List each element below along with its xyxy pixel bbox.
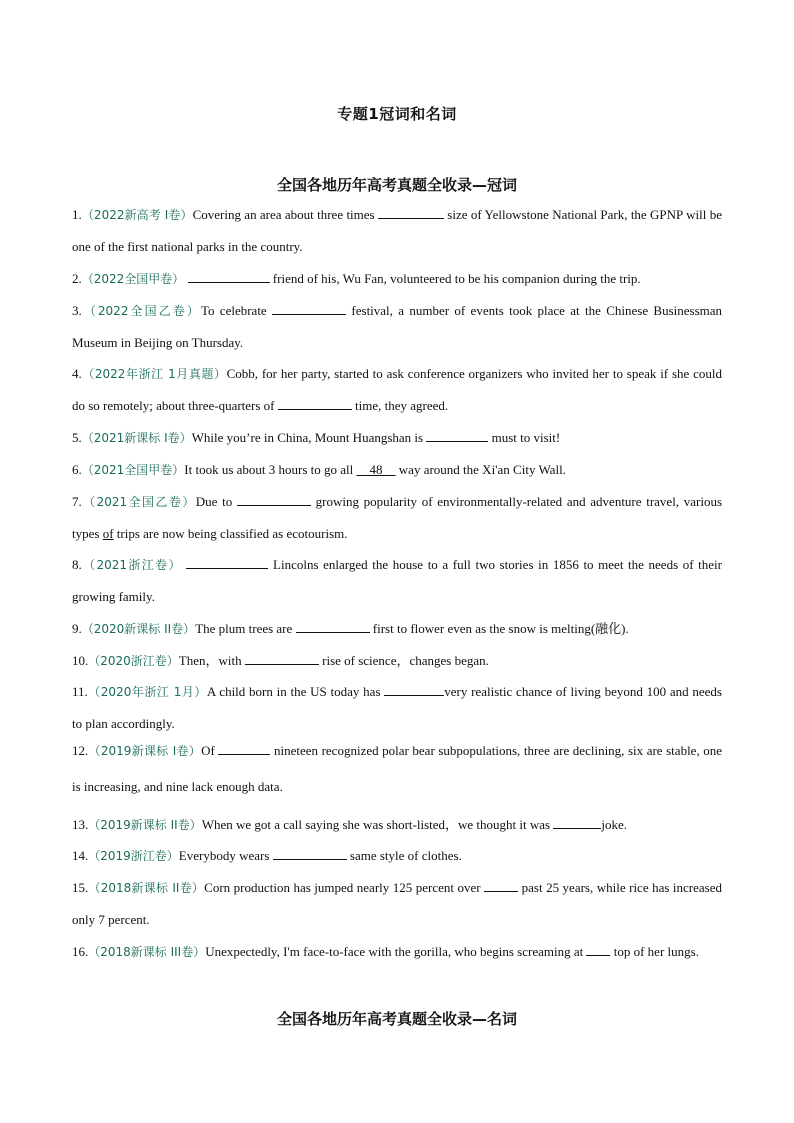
answer-blank[interactable] — [218, 742, 270, 755]
question-10: 10.（2020浙江卷）Then，with rise of science，changes began. — [72, 653, 489, 668]
question-2: 2.（2022全国甲卷） friend of his, Wu Fan, volunteered to be his companion during the trip. — [72, 271, 641, 286]
question-11: 11.（2020年浙江 1月）A child born in the US today has very realistic chance of living beyond 100 and needs to plan accordingly. — [72, 684, 722, 731]
question-14: 14.（2019浙江卷）Everybody wears same style of clothes. — [72, 848, 462, 863]
question-source: （2022全国乙卷） — [81, 304, 201, 318]
question-source: （2019新课标 I卷） — [88, 744, 202, 758]
section-title-nouns: 全国各地历年高考真题全收录—名词 — [276, 1010, 517, 1028]
question-source: （2020年浙江 1月） — [87, 685, 207, 699]
filled-answer: 48 — [369, 462, 383, 477]
answer-blank[interactable] — [186, 556, 268, 569]
answer-blank[interactable] — [296, 620, 370, 633]
question-source: （2021全国甲卷） — [81, 463, 185, 477]
question-12: 12.（2019新课标 I卷）Of nineteen recognized polar bear subpopulations, three are declining, six are stable, one is increasing, and nine lack enough data. — [72, 743, 723, 794]
answer-blank[interactable] — [272, 302, 346, 315]
question-3: 3.（2022全国乙卷）To celebrate festival, a number of events took place at the Chinese Businessman Museum in Beijing on Thursday. — [72, 303, 723, 350]
question-source: （2020浙江卷） — [88, 654, 179, 668]
question-6: 6.（2021全国甲卷）It took us about 3 hours to go all 48 way around the Xi'an City Wall. — [72, 462, 566, 477]
answer-blank[interactable] — [426, 429, 488, 442]
question-source: （2022年浙江 1月真题） — [81, 367, 227, 381]
question-source: （2022全国甲卷） — [81, 272, 185, 286]
question-9: 9.（2020新课标 II卷）The plum trees are first to flower even as the snow is melting(融化). — [72, 621, 629, 636]
question-5: 5.（2021新课标 I卷）While you’re in China, Mount Huangshan is must to visit! — [72, 430, 561, 445]
answer-blank[interactable] — [484, 879, 518, 892]
question-source: （2021新课标 I卷） — [81, 431, 192, 445]
question-source: （2021全国乙卷） — [81, 495, 196, 509]
question-4: 4.（2022年浙江 1月真题）Cobb, for her party, started to ask conference organizers who invited her to speak if she could do so remotely; about three-quarters of time, they agreed. — [72, 366, 722, 413]
question-15: 15.（2018新课标 II卷）Corn production has jumped nearly 125 percent over past 25 years, while rice has increased only 7 percent. — [72, 880, 722, 927]
answer-blank[interactable] — [553, 816, 601, 829]
page-title: 专题1冠词和名词 — [337, 105, 457, 123]
question-source: （2022新高考 I卷） — [81, 208, 193, 222]
section-title-articles: 全国各地历年高考真题全收录—冠词 — [276, 176, 517, 194]
answer-blank[interactable] — [278, 397, 352, 410]
question-source: （2018新课标 II卷） — [88, 881, 205, 895]
answer-blank[interactable] — [586, 943, 610, 956]
question-7: 7.（2021全国乙卷）Due to growing popularity of environmentally-related and adventure travel, various types of trips are now being classified as ecotourism. — [72, 494, 723, 541]
answer-blank[interactable] — [188, 270, 270, 283]
question-16: 16.（2018新课标 III卷）Unexpectedly, I'm face-to-face with the gorilla, who begins screaming at top of her lungs. — [72, 944, 699, 959]
question-source: （2020新课标 II卷） — [81, 622, 196, 636]
question-source: （2018新课标 III卷） — [88, 945, 206, 959]
question-1: 1.（2022新高考 I卷）Covering an area about three times size of Yellowstone National Park, the GPNP will be one of the first national parks in the country. — [72, 207, 722, 254]
answer-blank[interactable] — [378, 206, 444, 219]
answer-blank[interactable] — [245, 652, 319, 665]
question-source: （2019新课标 II卷） — [88, 818, 202, 832]
answer-blank[interactable] — [384, 683, 444, 696]
question-source: （2019浙江卷） — [88, 849, 179, 863]
answer-blank[interactable] — [273, 847, 347, 860]
answer-blank[interactable] — [237, 493, 311, 506]
question-13: 13.（2019新课标 II卷）When we got a call saying she was short-listed，we thought it was joke. — [72, 817, 627, 832]
question-8: 8.（2021浙江卷） Lincolns enlarged the house to a full two stories in 1856 to meet the needs of their growing family. — [72, 557, 722, 604]
question-source: （2021浙江卷） — [81, 558, 182, 572]
